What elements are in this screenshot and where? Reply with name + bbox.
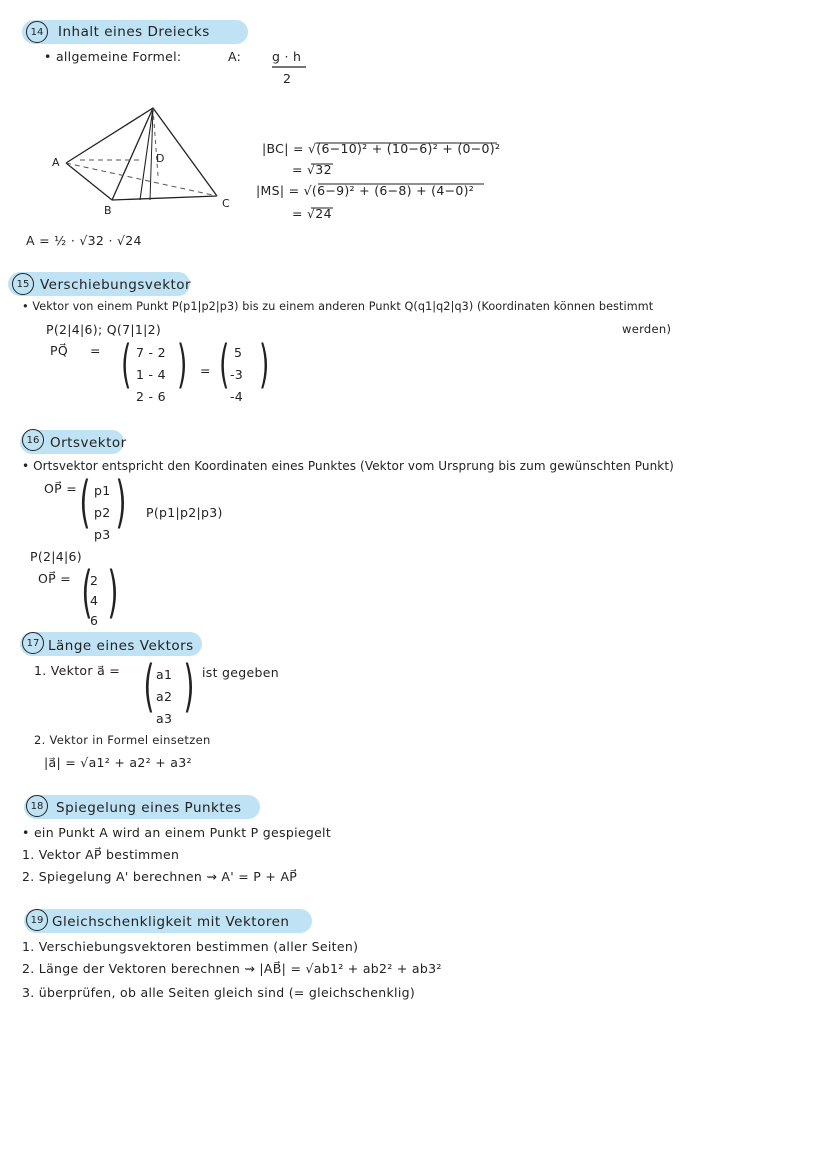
- section-18-title: Spiegelung eines Punktes: [56, 800, 242, 816]
- mirror-line2: 1. Vektor AP⃗ bestimmen: [22, 847, 180, 862]
- formula-label: • allgemeine Formel:: [44, 49, 182, 64]
- label-B: B: [104, 204, 112, 217]
- col2-row1: 5: [234, 345, 243, 360]
- label-A: A: [52, 156, 60, 169]
- area-symbol: A:: [228, 49, 242, 64]
- section-19-title: Gleichschenkligkeit mit Vektoren: [52, 914, 290, 930]
- col2-row3: -4: [230, 389, 244, 404]
- col1-row1: 7 - 2: [136, 345, 166, 360]
- a-paren-left: (: [143, 654, 155, 719]
- op-point: P(p1|p2|p3): [146, 505, 223, 520]
- section-15-description-tail: werden): [622, 322, 672, 336]
- fraction-denominator: 2: [283, 71, 292, 86]
- section-16-description: • Ortsvektor entspricht den Koordinaten eines Punktes (Vektor vom Ursprung bis zum gewünschten Punkt): [22, 459, 674, 473]
- section-15-title: Verschiebungsvektor: [40, 277, 192, 293]
- given-label: ist gegeben: [202, 665, 279, 680]
- ms-length: |MS| = √(6−9)² + (6−8) + (4−0)²: [256, 183, 475, 198]
- section-15-description: • Vektor von einem Punkt P(p1|p2|p3) bis zu einem anderen Punkt Q(q1|q2|q3) (Koordinaten können bestimmt: [22, 300, 654, 313]
- col2-row2: -3: [230, 367, 244, 382]
- paren-left: (: [121, 335, 132, 395]
- ex-row2: 4: [90, 593, 99, 608]
- section-14-number: 14: [26, 21, 48, 43]
- vector-pq-equals: =: [90, 343, 101, 358]
- paren-right-2: ): [259, 335, 270, 395]
- op-row1: p1: [94, 483, 111, 498]
- fraction-numerator: g · h: [272, 49, 302, 64]
- area-result: A = ½ · √32 · √24: [26, 233, 142, 248]
- label-C: C: [222, 197, 230, 210]
- op-row2: p2: [94, 505, 111, 520]
- length-formula: |a⃗| = √a1² + a2² + a3²: [44, 755, 192, 770]
- a-row3: a3: [156, 711, 173, 726]
- example-op-label: OP⃗ =: [38, 571, 72, 586]
- op-paren-right: ): [115, 470, 127, 535]
- label-D: D: [156, 152, 165, 165]
- a-row2: a2: [156, 689, 173, 704]
- step2: 2. Vektor in Formel einsetzen: [34, 733, 211, 747]
- mirror-line3: 2. Spiegelung A' berechnen ⇝ A' = P + AP⃗: [22, 869, 298, 884]
- section-19-number: 19: [26, 909, 48, 931]
- vector-pq-label: PQ⃗: [50, 343, 68, 358]
- section-16-number: 16: [22, 429, 44, 451]
- paren-left-2: (: [219, 335, 230, 395]
- ex-row3: 6: [90, 613, 99, 628]
- ex-row1: 2: [90, 573, 99, 588]
- op-row3: p3: [94, 527, 111, 542]
- bc-length: |BC| = √(6−10)² + (10−6)² + (0−0)²: [262, 141, 501, 156]
- op-label: OP⃗ =: [44, 481, 78, 496]
- ex-paren-right: ): [107, 560, 119, 625]
- section-18-number: 18: [26, 795, 48, 817]
- op-paren-left: (: [79, 470, 91, 535]
- col1-row2: 1 - 4: [136, 367, 166, 382]
- a-paren-right: ): [183, 654, 195, 719]
- paren-right: ): [177, 335, 188, 395]
- col1-row3: 2 - 6: [136, 389, 166, 404]
- points-pq: P(2|4|6); Q(7|1|2): [46, 322, 162, 337]
- isosceles-line3: 3. überprüfen, ob alle Seiten gleich sind (= gleichschenklig): [22, 985, 416, 1000]
- section-14-title: Inhalt eines Dreiecks: [58, 24, 210, 40]
- a-row1: a1: [156, 667, 173, 682]
- section-16-title: Ortsvektor: [50, 435, 127, 451]
- step1: 1. Vektor a⃗ =: [34, 663, 121, 678]
- section-17-title: Länge eines Vektors: [48, 638, 194, 654]
- vector-pq-equals-2: =: [200, 363, 211, 378]
- isosceles-line1: 1. Verschiebungsvektoren bestimmen (aller Seiten): [22, 939, 359, 954]
- example-point: P(2|4|6): [30, 549, 82, 564]
- mirror-line1: • ein Punkt A wird an einem Punkt P gespiegelt: [22, 825, 332, 840]
- bc-result: = √32: [292, 162, 332, 177]
- section-17-number: 17: [22, 632, 44, 654]
- section-15-number: 15: [12, 273, 34, 295]
- isosceles-line2: 2. Länge der Vektoren berechnen ⇝ |AB⃗| = √ab1² + ab2² + ab3²: [22, 961, 442, 976]
- ex-paren-left: (: [81, 560, 93, 625]
- ms-result: = √24: [292, 206, 332, 221]
